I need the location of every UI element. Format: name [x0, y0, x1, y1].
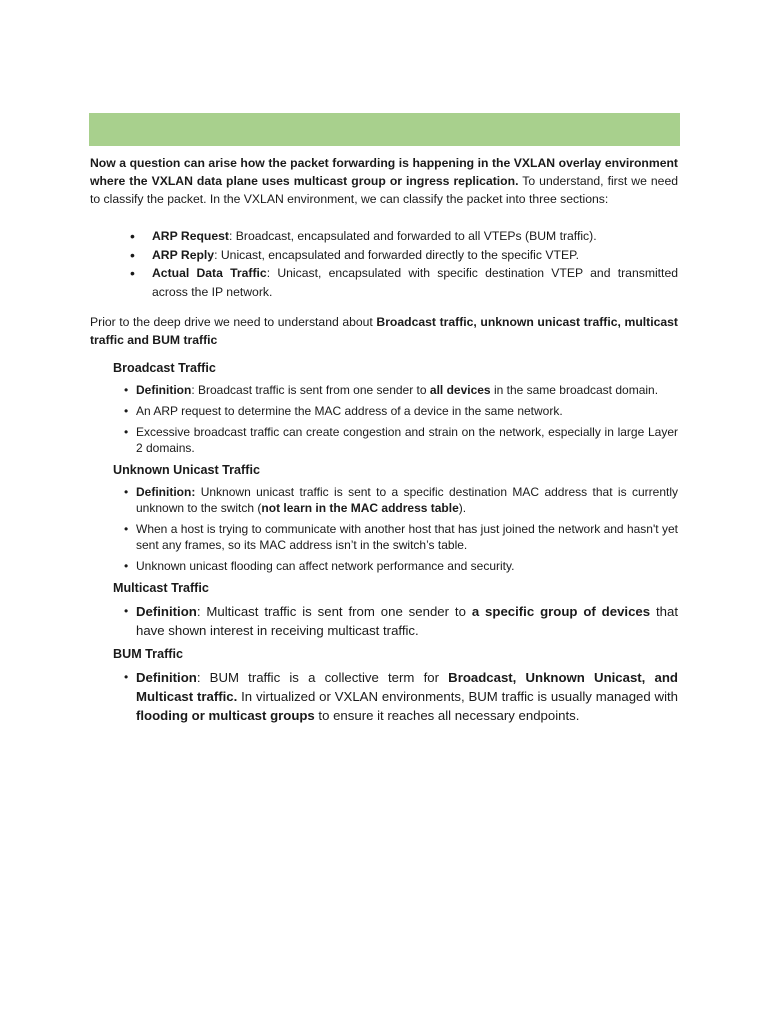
definition-text: in the same broadcast domain. [490, 383, 659, 397]
arp-reply-text: : Unicast, encapsulated and forwarded directly to the specific VTEP. [214, 247, 580, 262]
definition-text: : Broadcast traffic is sent from one sender to [191, 383, 430, 397]
bum-list [90, 668, 678, 725]
definition-bold: a specific group of devices [471, 604, 651, 619]
arp-request-term: ARP Request [152, 229, 229, 243]
definition-text: In virtualized or VXLAN environments, BUM traffic is usually managed with [237, 689, 678, 704]
packet-type-list [90, 227, 678, 301]
arp-request-text: : Broadcast, encapsulated and forwarded to all VTEPs (BUM traffic). [228, 229, 597, 243]
document-body [90, 154, 678, 730]
intro-text: To understand, first we need to classify the packet. In the VXLAN environment, we can classify the packet into three sections: [90, 174, 678, 206]
definition-bold: all devices [429, 383, 491, 397]
intro-paragraph [90, 154, 678, 208]
definition-text: : BUM traffic is a collective term for [196, 670, 449, 685]
definition-label: Definition [136, 604, 197, 619]
multicast-list [90, 602, 678, 640]
list-item: • Unknown unicast flooding can affect network performance and security. [136, 558, 678, 574]
definition-text: Unknown unicast traffic is sent to a specific destination MAC address that is currently unknown to the switch ( [136, 485, 678, 515]
definition-bold: not learn in the MAC address table [261, 501, 459, 515]
data-traffic-term: Actual Data Traffic [152, 266, 267, 280]
definition-text: : Multicast traffic is sent from one sender to [196, 604, 472, 619]
definition-bold: Broadcast, Unknown Unicast, and Multicast traffic. [136, 670, 678, 704]
broadcast-heading: Broadcast Traffic [113, 361, 216, 375]
prior-bold-text: Broadcast traffic, unknown unicast traffic, multicast traffic and BUM traffic [90, 315, 678, 347]
list-item: • When a host is trying to communicate with another host that has just joined the network and hasn't yet sent any frames, so its MAC address isn’t in the switch’s table. [136, 521, 678, 553]
unknown-unicast-list [90, 484, 678, 574]
list-item [152, 227, 678, 246]
definition-text: to ensure it reaches all necessary endpoints. [314, 708, 580, 723]
intro-bold-text: Now a question can arise how the packet forwarding is happening in the VXLAN overlay environment where the VXLAN data plane uses multicast group or ingress replication. [90, 156, 678, 188]
multicast-heading: Multicast Traffic [113, 581, 209, 595]
broadcast-list [90, 382, 678, 456]
definition-label: Definition: [136, 485, 196, 499]
bum-heading: BUM Traffic [113, 647, 183, 661]
definition-label: Definition [136, 383, 192, 397]
prior-text: Prior to the deep drive we need to understand about [90, 315, 377, 329]
list-item [136, 668, 678, 725]
data-traffic-text: : Unicast, encapsulated with specific destination VTEP and transmitted across the IP network. [152, 266, 679, 299]
definition-text: ). [458, 501, 467, 515]
list-item: • An ARP request to determine the MAC address of a device in the same network. [136, 403, 678, 419]
definition-bold: flooding or multicast groups [136, 708, 315, 723]
arp-reply-term: ARP Reply [152, 247, 215, 262]
list-item [136, 602, 678, 640]
list-item [136, 484, 678, 516]
list-item: • Excessive broadcast traffic can create congestion and strain on the network, especially in large Layer 2 domains. [136, 424, 678, 456]
definition-label: Definition [136, 670, 197, 685]
list-item [152, 246, 678, 265]
definition-text: that have shown interest in receiving multicast traffic. [136, 604, 678, 638]
unknown-unicast-heading: Unknown Unicast Traffic [113, 463, 260, 477]
green-header-banner [89, 113, 680, 146]
list-item [152, 264, 678, 301]
prior-paragraph [90, 313, 678, 349]
list-item [136, 382, 678, 398]
